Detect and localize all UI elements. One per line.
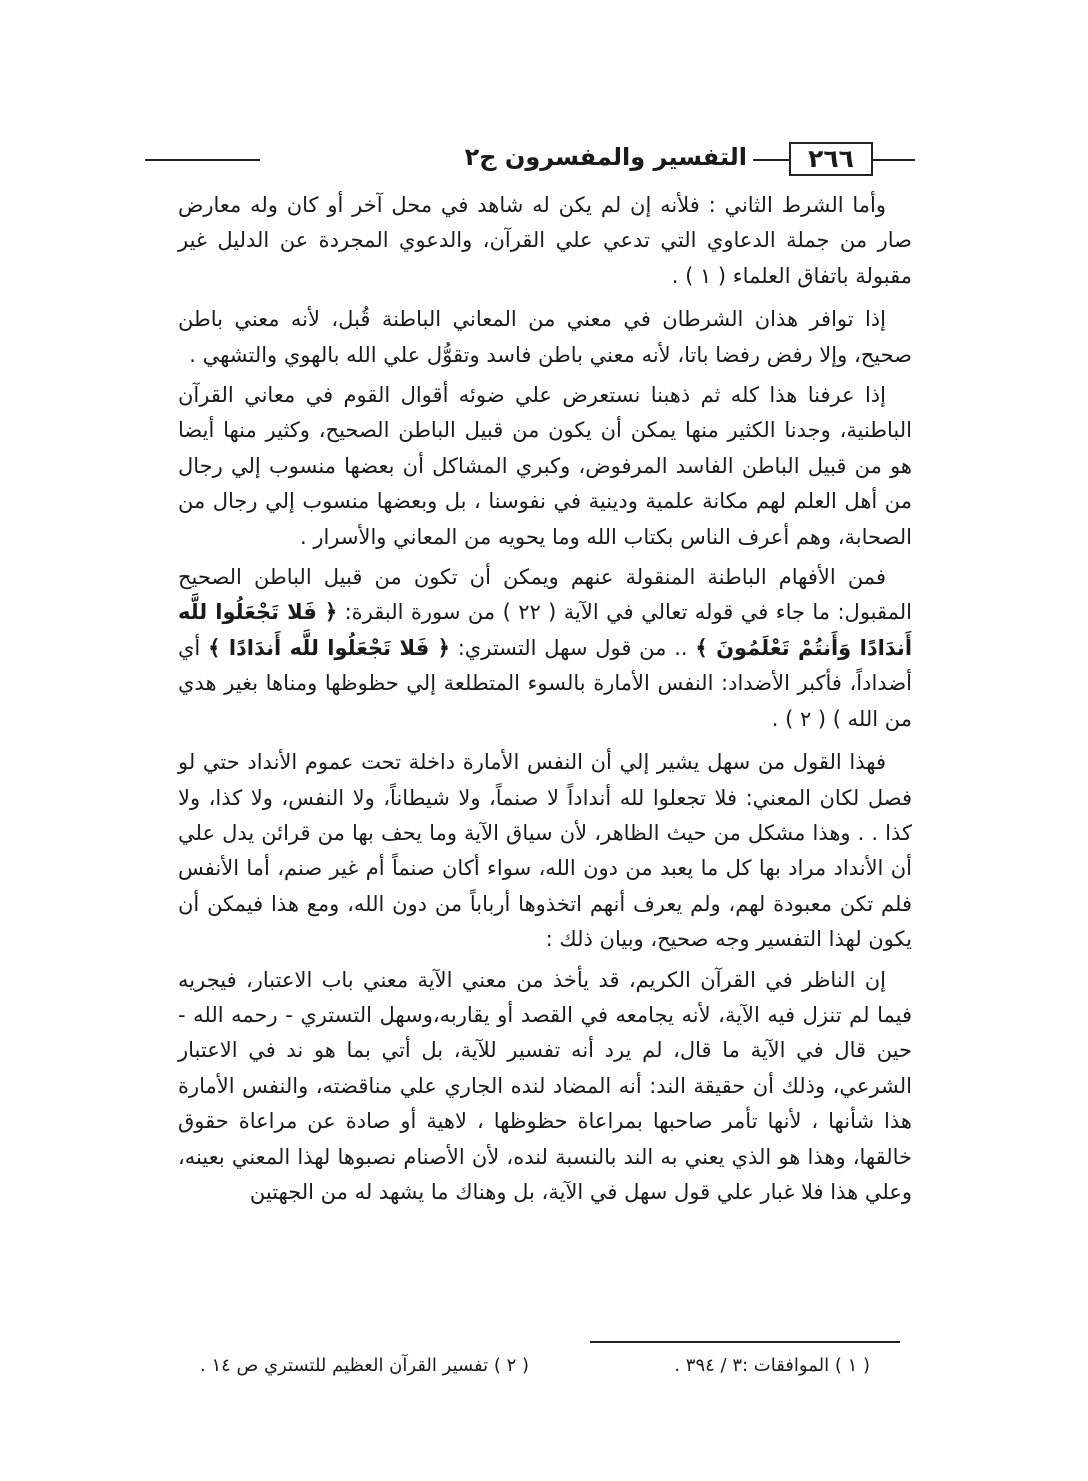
page-number: ٢٦٦ bbox=[789, 142, 873, 176]
running-header bbox=[145, 140, 915, 180]
quran-verse-2: ﴿ فَلا تَجْعَلُوا للَّه أَندَادًا ﴾ bbox=[208, 635, 450, 660]
footnotes bbox=[200, 1351, 870, 1381]
header-rule-right bbox=[873, 159, 915, 161]
footnote-2: ( ٢ ) تفسير القرآن العظيم للتستري ص ١٤ . bbox=[200, 1355, 530, 1376]
paragraph-4-part-2: .. من قول سهل التستري: bbox=[449, 635, 696, 660]
paragraph-6: إن الناظر في القرآن الكريم، قد يأخذ من معني الآية معني باب الاعتبار، فيجريه فيما لم تنزل فيه الآية، لأنه يجامعه في القصد أو يقاربه،وسهل التستري - رحمه الله - حين قال في الآية ما قال، لم يرد أنه تفسير للآية، بل أتي بما هو ند في الاعتبار الشرعي، وذلك أن حقيقة الند: أنه المضاد لنده الجاري علي مناقضته، والنفس الأمارة هذا شأنها ، لأنها تأمر صاحبها بمراعاة حظوظها ، لاهية أو صادة عن مراعاة حقوق خالقها، وهذا هو الذي يعني به الند بالنسبة لنده، لأن الأصنام نصبوها لهذا المعني بعينه، وعلي هذا فلا غبار علي قول سهل في الآية، بل وهناك ما يشهد له من الجهتين bbox=[178, 967, 912, 1204]
paragraph-2: إذا توافر هذان الشرطان في معني من المعاني الباطنة قُبل، لأنه معني باطن صحيح، وإلا رفض رفضا باتا، لأنه معني باطن فاسد وتقوُّل علي الله بالهوي والتشهي . bbox=[178, 307, 912, 367]
paragraph-4-part-3: أي أضداداً، فأكبر الأضداد: النفس الأمارة بالسوء المتطلعة إلي حظوظها ومناها بغير هدي من الله ) ( ٢ ) . bbox=[178, 635, 912, 731]
paragraph-4 bbox=[178, 560, 912, 737]
header-rule-left bbox=[145, 159, 260, 161]
footnote-rule bbox=[590, 1341, 900, 1343]
footnote-1: ( ١ ) الموافقات :٣ / ٣٩٤ . bbox=[674, 1355, 870, 1376]
header-rule-middle bbox=[753, 159, 791, 161]
paragraph-3: إذا عرفنا هذا كله ثم ذهبنا نستعرض علي ضوئه أقوال القوم في معاني القرآن الباطنية، وجدنا الكثير منها يمكن أن يكون من قبيل الباطن الصحيح، وكثير منها أيضا هو من قبيل الباطن الفاسد المرفوض، وكبري المشاكل أن بعضها منسوب إلي رجال من أهل العلم لهم مكانة علمية ودينية في نفوسنا ، بل وبعضها منسوب إلي رجال من الصحابة، وهم أعرف الناس بكتاب الله وما يحويه من المعاني والأسرار . bbox=[178, 383, 912, 549]
paragraph-4-part-1: فمن الأفهام الباطنة المنقولة عنهم ويمكن أن تكون من قبيل الباطن الصحيح المقبول: ما جاء في قوله تعالي في الآية ( ٢٢ ) من سورة البقرة: bbox=[178, 565, 912, 625]
main-text bbox=[178, 188, 912, 1215]
quran-verse-1: ﴿ فَلا تَجْعَلُوا للَّه أَندَادًا وَأَنتُمْ تَعْلَمُونَ ﴾ bbox=[178, 600, 913, 660]
header-title: التفسير والمفسرون ج٢ bbox=[464, 143, 747, 171]
paragraph-5: فهذا القول من سهل يشير إلي أن النفس الأمارة داخلة تحت عموم الأنداد حتي لو فصل لكان المعني: فلا تجعلوا لله أنداداً لا صنماً، ولا شيطاناً، ولا النفس، ولا كذا، ولا كذا . . وهذا مشكل من حيث الظاهر، لأن سياق الآية وما يحف بها من قرائن يدل علي أن الأنداد مراد بها كل ما يعبد من دون الله، سواء أكان صنماً أم غير صنم، أما الأنفس فلم تكن معبودة لهم، ولم يعرف أنهم اتخذوها أرباباً من دون الله، ومع هذا فيمكن أن يكون لهذا التفسير وجه صحيح، وبيان ذلك : bbox=[178, 750, 912, 952]
paragraph-1: وأما الشرط الثاني : فلأنه إن لم يكن له شاهد في محل آخر أو كان وله معارض صار من جملة الدعاوي التي تدعي علي القرآن، والدعوي المجردة عن الدليل غير مقبولة باتفاق العلماء ( ١ ) . bbox=[178, 193, 912, 288]
